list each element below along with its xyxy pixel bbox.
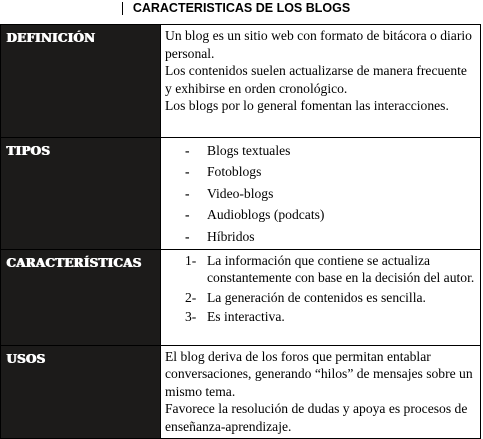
definition-paragraph: Los contenidos suelen actualizarse de manera frecuente y exhibirse en orden cronológico. — [165, 63, 467, 96]
table-row-caracteristicas — [1, 249, 481, 345]
item-number: 2- — [185, 289, 197, 305]
types-list — [165, 142, 476, 249]
row-content-usos — [161, 345, 481, 438]
bullet-dash: - — [185, 143, 190, 158]
list-item — [165, 252, 476, 287]
row-label-definicion: DEFINICIÓN — [1, 25, 161, 138]
list-item — [165, 289, 476, 307]
bullet-dash: - — [185, 228, 190, 244]
type-label: Blogs textuales — [207, 143, 291, 158]
type-label: Fotoblogs — [207, 164, 262, 180]
list-item — [165, 308, 476, 326]
table-row-tipos — [1, 138, 481, 250]
list-item — [165, 142, 476, 163]
characteristic-text: Es interactiva. — [207, 309, 285, 325]
table-row-usos — [1, 345, 481, 438]
document-title: CARACTERISTICAS DE LOS BLOGS — [132, 1, 351, 15]
uses-paragraph: El blog deriva de los foros que permitan entablar conversaciones, generando “hilos” de mensajes sobre un mismo tema. — [165, 348, 473, 399]
list-item — [165, 228, 476, 249]
item-number: 1- — [185, 252, 197, 268]
list-item — [165, 185, 476, 206]
blog-characteristics-table — [0, 24, 481, 439]
list-item — [165, 163, 476, 184]
row-label-caracteristicas: CARACTERÍSTICAS — [1, 249, 161, 345]
type-label: Híbridos — [207, 228, 255, 244]
row-content-definicion — [161, 25, 481, 138]
text-cursor — [122, 2, 123, 15]
uses-paragraph: Favorece la resolución de dudas y apoya es procesos de enseñanza-aprendizaje. — [165, 401, 468, 434]
bullet-dash: - — [185, 164, 190, 180]
characteristic-text: La información que contiene se actualiza constantemente con base en la decisión del autor. — [207, 252, 475, 286]
type-label: Video-blogs — [207, 185, 274, 201]
type-label: Audioblogs (podcats) — [207, 207, 325, 223]
table-row-definicion — [1, 25, 481, 138]
bullet-dash: - — [185, 185, 190, 201]
characteristic-text: La generación de contenidos es sencilla. — [207, 289, 426, 305]
row-content-caracteristicas — [161, 249, 481, 345]
row-label-tipos: TIPOS — [1, 138, 161, 250]
item-number: 3- — [185, 309, 197, 325]
bullet-dash: - — [185, 207, 190, 223]
list-item — [165, 206, 476, 227]
row-label-usos: USOS — [1, 345, 161, 438]
characteristics-list — [165, 252, 476, 326]
definition-paragraph: Los blogs por lo general fomentan las interacciones. — [165, 98, 449, 113]
definition-paragraph: Un blog es un sitio web con formato de bitácora o diario personal. — [165, 28, 472, 61]
row-content-tipos — [161, 138, 481, 250]
